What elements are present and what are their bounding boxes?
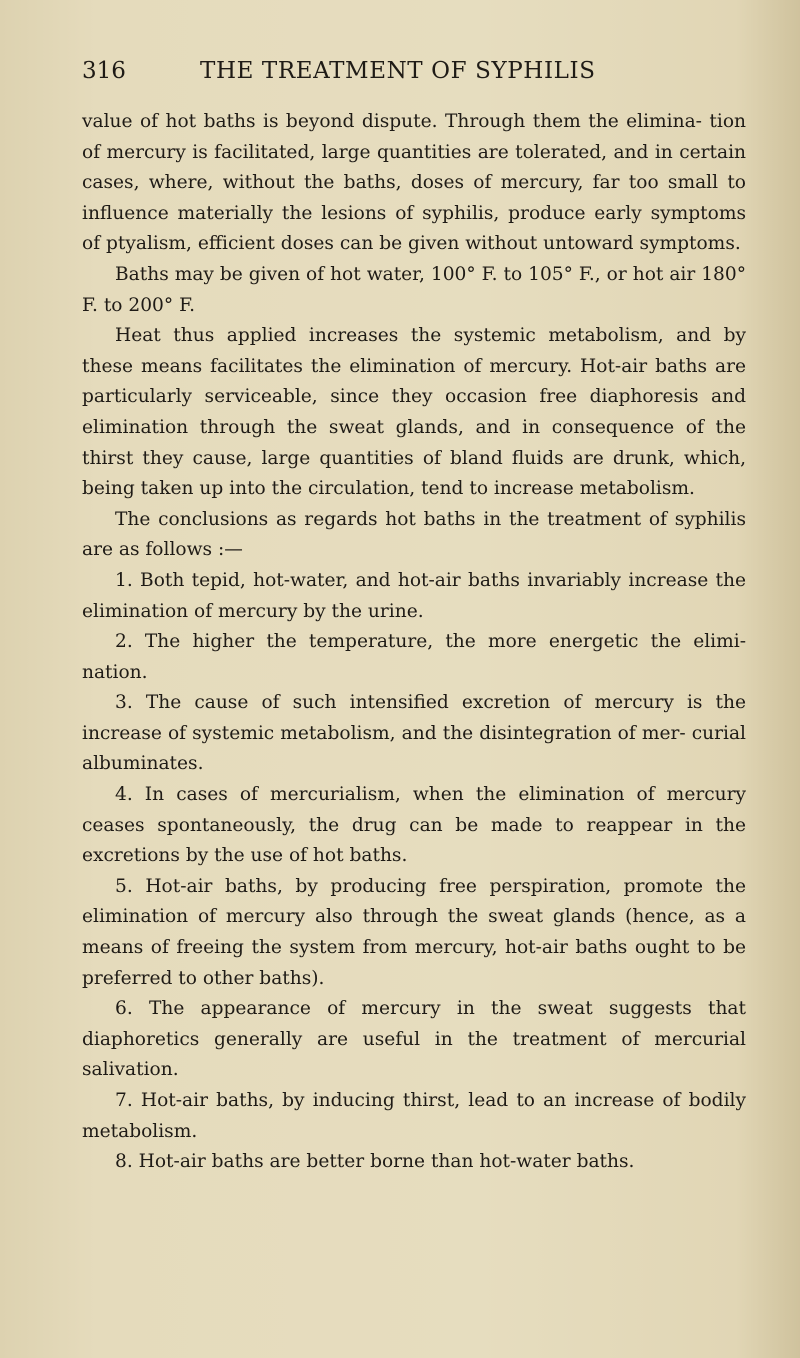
conclusion-item-2: 2. The higher the temperature, the more energetic the elimi- nation. xyxy=(82,631,746,683)
conclusion-item-1: 1. Both tepid, hot-water, and hot-air baths invariably increase the elimination of mercury by the urine. xyxy=(82,569,746,622)
paragraph-hot-baths-value: value of hot baths is beyond dispute. Through them the elimina- tion of mercury is facilitated, large quantities are tolerated, and in certain cases, where, without the baths, doses of mercury, far too small to influence materially the lesions of syphilis, produce early symptoms of ptyalism, efficient doses can be given without untoward symptoms. xyxy=(82,111,746,255)
conclusion-item-4: 4. In cases of mercurialism, when the elimination of mercury ceases spontaneously, the drug can be made to reappear in the excretions by the use of hot baths. xyxy=(82,784,746,867)
page-number: 316 xyxy=(82,58,126,84)
conclusion-item-5: 5. Hot-air baths, by producing free perspiration, promote the elimination of mercury also through the sweat glands (hence, as a means of freeing the system from mercury, hot-air baths ought to be preferred to other baths). xyxy=(82,875,746,989)
conclusion-item-7: 7. Hot-air baths, by inducing thirst, lead to an increase of bodily metabolism. xyxy=(82,1090,746,1142)
paragraph-heat-metabolism: Heat thus applied increases the systemic metabolism, and by these means facilitates the elimination of mercury. Hot-air baths are particularly serviceable, since they occasion free diaphoresis and elimination through the sweat glands, and in consequence of the thirst they cause, large quantities of bland fluids are drunk, which, being taken up into the circulation, tend to increase metabolism. xyxy=(82,325,746,500)
conclusion-item-3: 3. The cause of such intensified excretion of mercury is the increase of systemic metabolism, and the disintegration of mer- curial albuminates. xyxy=(82,692,746,775)
conclusion-item-6: 6. The appearance of mercury in the sweat suggests that diaphoretics generally are useful in the treatment of mercurial salivation. xyxy=(82,998,746,1081)
running-title: THE TREATMENT OF SYPHILIS xyxy=(200,58,596,84)
paragraph-conclusions-intro: The conclusions as regards hot baths in the treatment of syphilis are as follows :— xyxy=(82,508,746,561)
body-text xyxy=(82,107,746,1178)
conclusion-item-8: 8. Hot-air baths are better borne than hot-water baths. xyxy=(115,1151,635,1173)
page-header xyxy=(82,58,742,98)
paragraph-bath-temperatures: Baths may be given of hot water, 100° F. to 105° F., or hot air 180° F. to 200° F. xyxy=(82,263,746,316)
